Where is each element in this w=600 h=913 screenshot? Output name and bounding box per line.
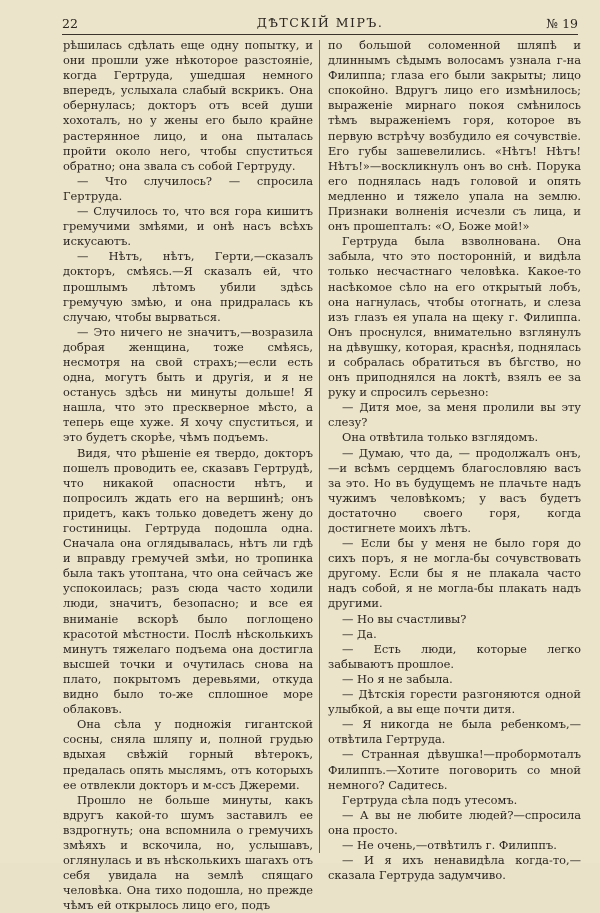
- left-column: [63, 38, 313, 913]
- paragraph: — Есть люди, которые легко забываютъ прошлое.: [328, 641, 581, 671]
- paragraph: — Случилось то, что вся гора кишитъ гремучими змѣями, и онѣ насъ всѣхъ искусаютъ.: [63, 204, 313, 249]
- paragraph: — Да.: [342, 626, 377, 641]
- page-number: 22: [62, 16, 78, 31]
- paragraph: — Но я не забыла.: [342, 671, 453, 686]
- paragraph: — Не очень,—отвѣтилъ г. Филиппъ.: [342, 837, 557, 852]
- paragraph: Она отвѣтила только взглядомъ.: [342, 430, 539, 445]
- paragraph: по большой соломенной шляпѣ и длиннымъ сѣдымъ волосамъ узнала г-на Филиппа; глаза его были закрыты; лицо спокойно. Вдругъ лицо его измѣнилось; выраженіе мирнаго покоя смѣнилось тѣмъ выраженіемъ горя, которое въ первую встрѣчу возбудило ея сочувствіе. Его губы зашевелились. «Нѣтъ! Нѣтъ! Нѣтъ!»—воскликнулъ онъ во снѣ. Порука его поднялась надъ головой и опять медленно и тяжело упала на землю. Признаки волненія исчезли съ лица, и онъ прошепталъ: «О, Боже мой!»: [328, 38, 581, 234]
- paragraph: — Нѣтъ, нѣтъ, Герти,—сказалъ докторъ, смѣясь.—Я сказалъ ей, что прошлымъ лѣтомъ убили здѣсь гремучую змѣю, и она придралась къ случаю, чтобы вырваться.: [63, 249, 313, 324]
- paragraph: — Если бы у меня не было горя до сихъ поръ, я не могла-бы сочувствовать другому. Если бы я не плакала часто надъ собой, я не могла-бы плакать надъ другими.: [328, 536, 581, 611]
- paragraph: — Я никогда не была ребенкомъ,—отвѣтила Гертруда.: [328, 717, 581, 747]
- paragraph: — И я ихъ ненавидѣла когда-то,—сказала Гертруда задумчиво.: [328, 853, 581, 883]
- paragraph: Гертруда была взволнована. Она забыла, что это посторонній, и видѣла только несчастнаго человѣка. Какое-то насѣкомое сѣло на его открытый лобъ, она нагнулась, чтобы отогнать, и слеза изъ глазъ ея упала на щеку г. Филиппа. Онъ проснулся, внимательно взглянулъ на дѣвушку, которая, краснѣя, поднялась и собралась обратиться въ бѣгство, но онъ приподнялся на локтѣ, взялъ ее за руку и спросилъ серьезно:: [328, 234, 581, 400]
- running-header: [62, 14, 578, 36]
- paragraph: — Думаю, что да, — продолжалъ онъ,—и всѣмъ сердцемъ благословляю васъ за это. Но въ будущемъ не плачьте надъ чужимъ человѣкомъ; у васъ будетъ достаточно своего горя, когда достигнете моихъ лѣтъ.: [328, 445, 581, 535]
- running-title: ДѢТСКІЙ МІРЪ.: [256, 15, 384, 30]
- paragraph: Прошло не больше минуты, какъ вдругъ какой-то шумъ заставилъ ее вздрогнуть; она вспомнила о гремучихъ змѣяхъ и вскочила, но, услышавъ, оглянулась и въ нѣсколькихъ шагахъ отъ себя увидала на землѣ спящаго человѣка. Она тихо подошла, но прежде чѣмъ ей открылось лицо его, подъ: [63, 792, 313, 913]
- paragraph: Она сѣла у подножія гигантской сосны, сняла шляпу и, полной грудью вдыхая свѣжій горный вѣтерокъ, предалась опять мыслямъ, отъ которыхъ ее отвлекли докторъ и м-ссъ Джереми.: [63, 717, 313, 792]
- paragraph: Видя, что рѣшеніе ея твердо, докторъ пошелъ проводить ее, сказавъ Гертрудѣ, что никакой опасности нѣтъ, и попросилъ ждать его на вершинѣ; онъ придетъ, какъ только доведетъ жену до гостиницы. Гертруда подошла одна. Сначала она оглядывалась, нѣтъ ли гдѣ и вправду гремучей змѣи, но тропинка была такъ утоптана, что она сейчасъ же успокоилась; разъ сюда часто ходили люди, значитъ, безопасно; и все ея вниманіе вскорѣ было поглощено красотой мѣстности. Послѣ нѣсколькихъ минутъ тяжелаго подъема она достигла высшей точки и очутилась снова на плато, покрытомъ деревьями, откуда видно было то-же сплошное море облаковъ.: [63, 445, 313, 717]
- column-divider: [319, 40, 320, 853]
- paragraph: — Что случилось? — спросила Гертруда.: [63, 173, 313, 203]
- paragraph: — Это ничего не значитъ,—возразила добрая женщина, тоже смѣясь, несмотря на свой страхъ;—если есть одна, могутъ быть и другія, и я не останусь здѣсь ни минуты дольше! Я нашла, что это прескверное мѣсто, а теперь еще хуже. Я хочу спуститься, и это будетъ скорѣе, чѣмъ подъемъ.: [63, 324, 313, 445]
- right-column: [328, 38, 581, 883]
- paragraph: — Но вы счастливы?: [342, 611, 467, 626]
- issue-number: № 19: [546, 16, 578, 31]
- header-rule: [62, 34, 578, 35]
- paragraph: — Странная дѣвушка!—пробормоталъ Филиппъ.—Хотите поговорить со мной немного? Садитесь.: [328, 747, 581, 792]
- paragraph: — А вы не любите людей?—спросила она просто.: [328, 807, 581, 837]
- paragraph: рѣшилась сдѣлать еще одну попытку, и они прошли уже нѣкоторое разстояніе, когда Гертруда, ушедшая немного впередъ, услыхала слабый вскрикъ. Она обернулась; докторъ отъ всей души хохоталъ, но у жены его было крайне растерянное лицо, и она пыталась пройти около него, чтобы спуститься обратно; она звала съ собой Гертруду.: [63, 38, 313, 173]
- paragraph: Гертруда сѣла подъ утесомъ.: [342, 792, 518, 807]
- paragraph: — Дѣтскія горести разгоняются одной улыбкой, а вы еще почти дитя.: [328, 687, 581, 717]
- paragraph: — Дитя мое, за меня пролили вы эту слезу?: [328, 400, 581, 430]
